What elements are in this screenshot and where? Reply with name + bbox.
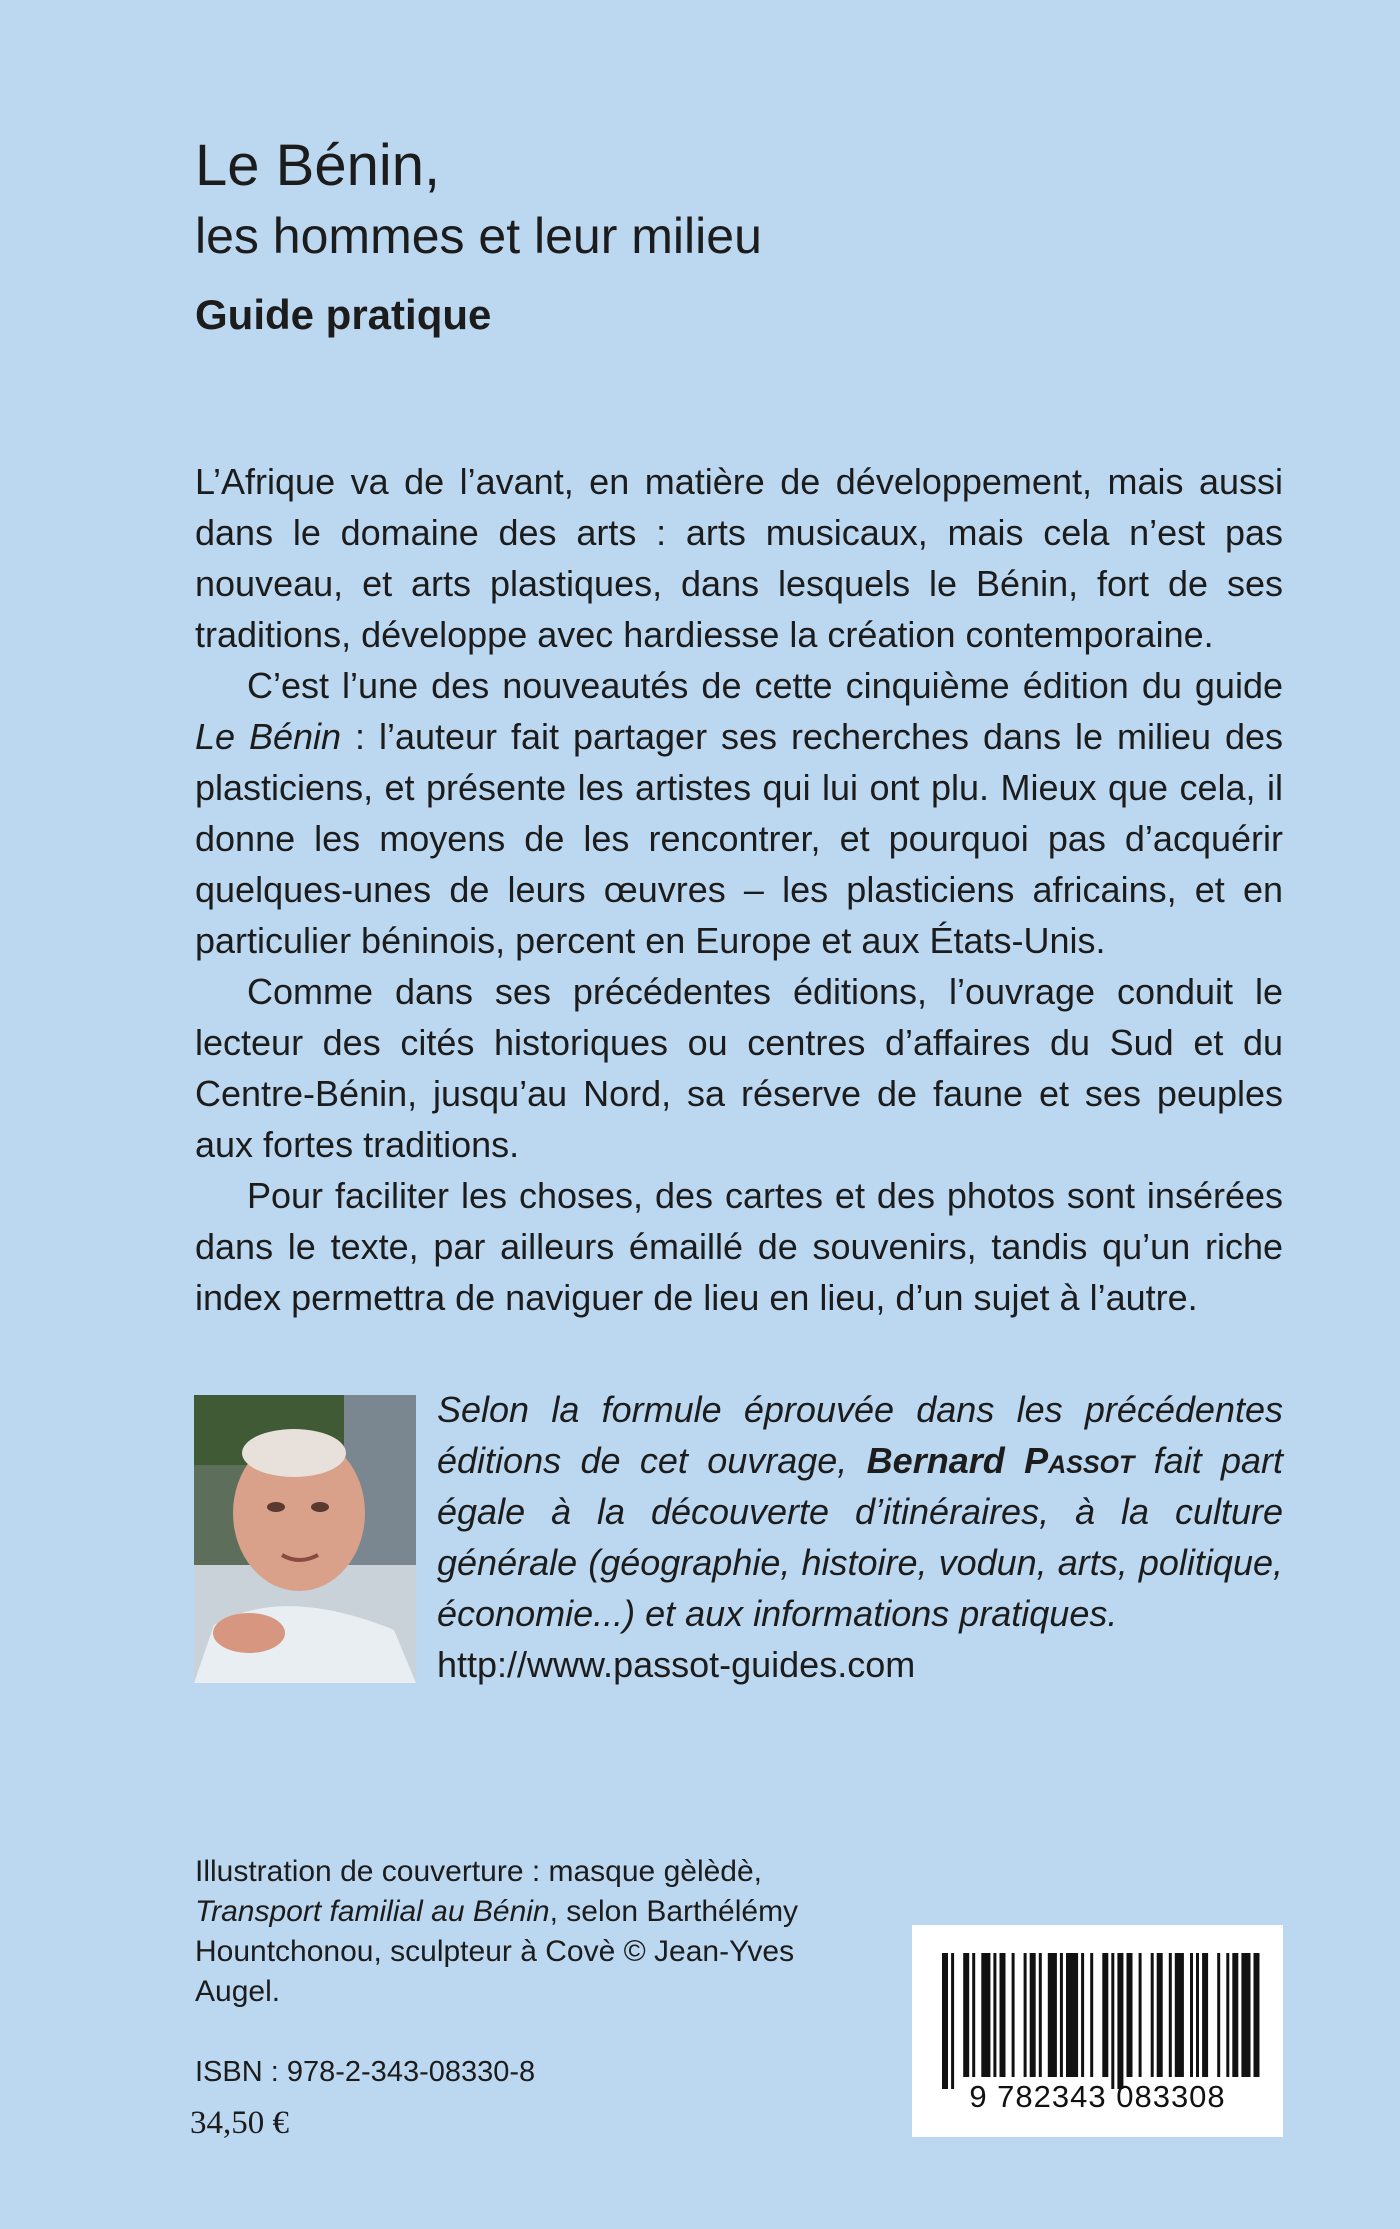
barcode-bar xyxy=(1226,1953,1229,2077)
credits-line-1: Illustration de couverture : masque gèlèdè, xyxy=(195,1855,762,1888)
isbn: ISBN : 978-2-343-08330-8 xyxy=(195,2056,536,2088)
barcode-bar xyxy=(951,1953,954,2089)
barcode xyxy=(912,1925,1283,2137)
barcode-bar xyxy=(1117,1953,1123,2089)
barcode-bar xyxy=(1030,1953,1036,2077)
credits-artwork-title: Transport familial au Bénin xyxy=(195,1895,550,1928)
barcode-bar xyxy=(1190,1953,1193,2077)
blurb-paragraph-4: Pour faciliter les choses, des cartes et des photos sont insérées dans le texte, par ailleurs émaillé de souvenirs, tandis qu’un riche index permettra de naviguer de lieu en lieu, d’un sujet à l’autre. xyxy=(195,1175,1283,1318)
barcode-bar xyxy=(1241,1953,1250,2077)
blurb-paragraph-1: L’Afrique va de l’avant, en matière de développement, mais aussi dans le domaine des arts : arts musicaux, mais cela n’est pas nouveau, et arts plastiques, dans lesquels le Bénin, fort de ses traditions, développe avec hardiesse la création contemporaine. xyxy=(195,461,1283,655)
price: 34,50 € xyxy=(190,2105,289,2141)
credits-rest: , selon Barthélémy Hountchonou, sculpteur à Covè © Jean-Yves Augel. xyxy=(195,1895,799,2008)
barcode-bar xyxy=(1012,1953,1015,2077)
author-photo xyxy=(194,1395,416,1683)
barcode-bar xyxy=(1048,1953,1057,2077)
title-block xyxy=(195,130,1195,346)
barcode-bar xyxy=(1039,1953,1042,2077)
author-website-link[interactable]: http://www.passot-guides.com xyxy=(437,1644,916,1685)
bio-text-before: Selon la formule éprouvée dans les précédentes éditions de cet ouvrage, xyxy=(437,1389,1283,1481)
book-subtitle: les hommes et leur milieu xyxy=(195,208,762,264)
blurb-p2-italic: Le Bénin xyxy=(195,716,342,757)
barcode-bar xyxy=(1127,1953,1133,2077)
blurb-paragraph-2 xyxy=(195,660,1283,966)
blurb-p2-text-before: C’est l’une des nouveautés de cette cinquième édition du guide xyxy=(247,665,1283,706)
barcode-bar xyxy=(981,1953,990,2077)
barcode-bar xyxy=(1024,1953,1027,2077)
barcode-bar xyxy=(1000,1953,1006,2077)
barcode-bar xyxy=(1111,1953,1114,2089)
barcode-bar xyxy=(1139,1953,1142,2077)
barcode-bar xyxy=(1169,1953,1172,2077)
blurb-paragraph-3: Comme dans ses précédentes éditions, l’ouvrage conduit le lecteur des cités historiques ou centres d’affaires du Sud et du Centre-Bénin, jusqu’au Nord, sa réserve de faune et ses peuples aux fortes traditions. xyxy=(195,971,1283,1165)
author-bio xyxy=(437,1384,1283,1690)
barcode-bar xyxy=(1175,1953,1184,2077)
author-name xyxy=(867,1440,1135,1481)
barcode-bar xyxy=(1232,1953,1238,2077)
barcode-bar xyxy=(972,1953,975,2077)
barcode-bar xyxy=(1196,1953,1199,2077)
author-first-name: Bernard xyxy=(866,1440,1005,1481)
barcode-bar xyxy=(942,1953,948,2089)
barcode-bar xyxy=(993,1953,996,2077)
barcode-bar xyxy=(1102,1953,1108,2077)
barcode-bar xyxy=(963,1953,969,2077)
cover-credits-text xyxy=(195,1852,835,2012)
book-genre: Guide pratique xyxy=(195,291,492,338)
bio-text-after: fait part égale à la découverte d’itinéraires, à la culture générale (géographie, histoire, vodun, arts, politique, économie...) et aux informations pratiques. xyxy=(437,1440,1283,1634)
author-last-name: Passot xyxy=(1024,1440,1135,1481)
barcode-bar xyxy=(1202,1953,1208,2077)
barcode-bar xyxy=(1090,1953,1093,2077)
barcode-bar xyxy=(1217,1953,1220,2077)
barcode-bar xyxy=(1066,1953,1078,2077)
barcode-bar xyxy=(1060,1953,1063,2077)
cover-credits xyxy=(195,1852,835,2012)
blurb-p2-text-after: : l’auteur fait partager ses recherches dans le milieu des plasticiens, et présente les artistes qui lui ont plu. Mieux que cela, il donne les moyens de les rencontrer, et pourquoi pas d’acquérir quelques-unes de leurs œuvres – les plasticiens africains, et en particulier béninois, percent en Europe et aux États-Unis. xyxy=(195,716,1283,961)
barcode-bar xyxy=(1081,1953,1084,2077)
blurb xyxy=(195,456,1283,1323)
barcode-bar xyxy=(1254,1953,1260,2077)
barcode-bar xyxy=(1151,1953,1154,2077)
barcode-digits: 9 782343 083308 xyxy=(969,2079,1226,2114)
book-title: Le Bénin, xyxy=(195,133,441,198)
author-bio-text xyxy=(437,1384,1283,1639)
barcode-bar xyxy=(1157,1953,1163,2077)
